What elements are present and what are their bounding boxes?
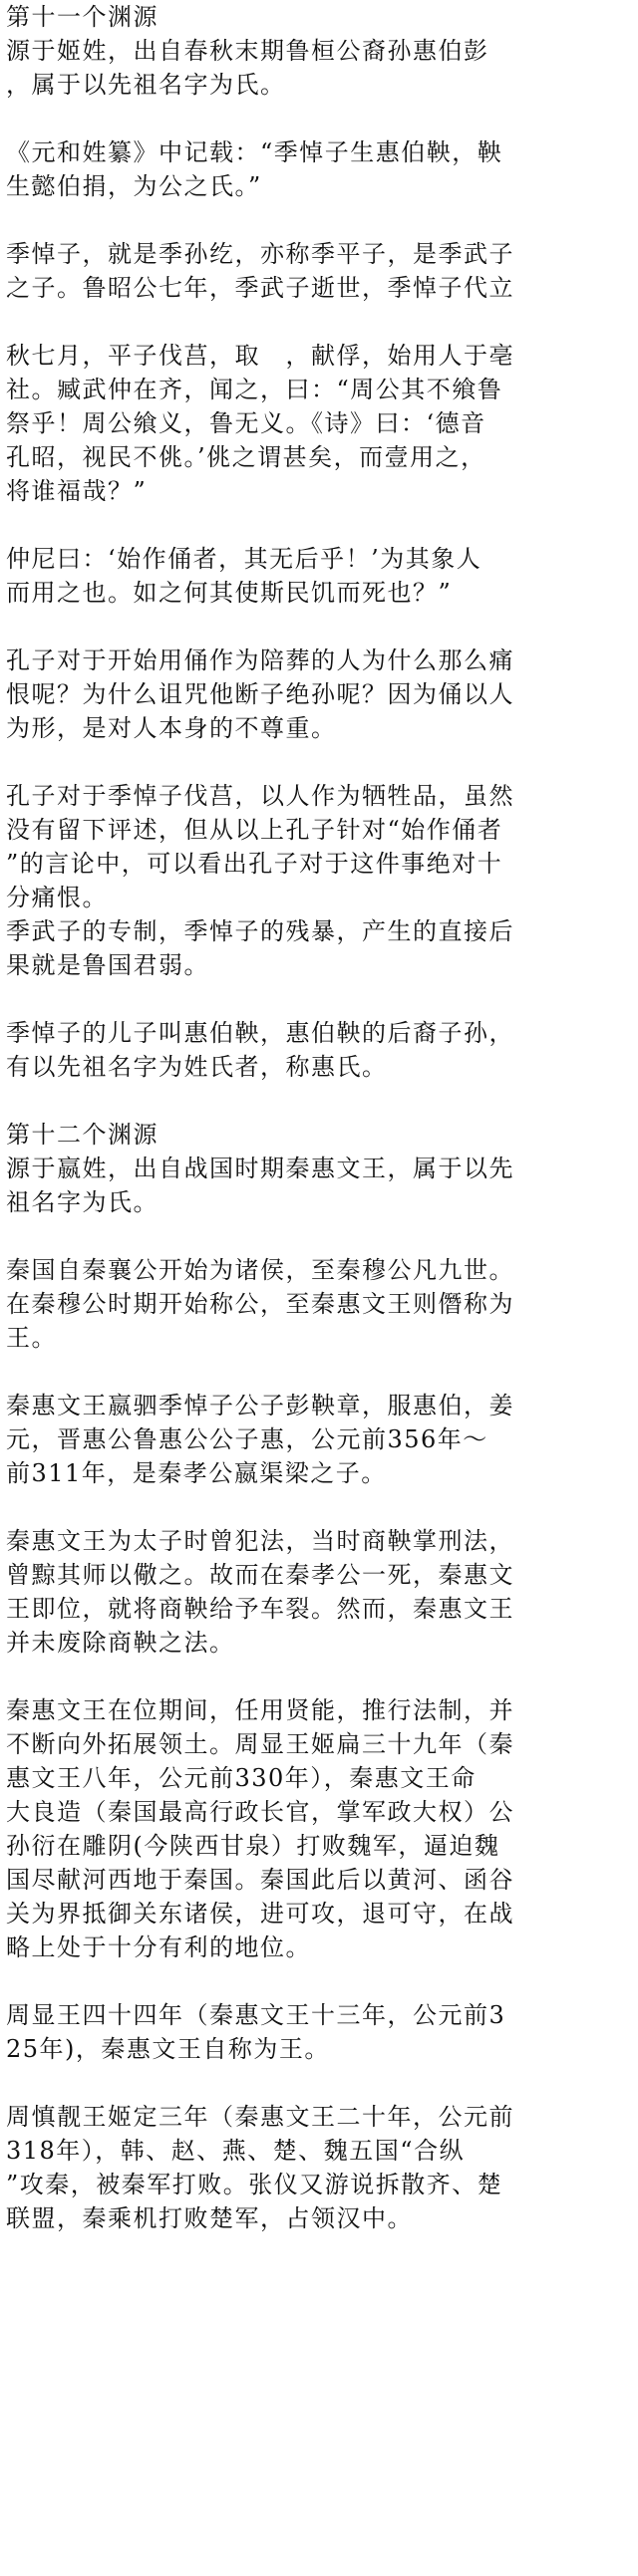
text-line: 源于姬姓，出自春秋末期鲁桓公裔孙惠伯彭	[6, 37, 489, 65]
text-line: 仲尼曰：‘始作俑者，其无后乎！’为其象人	[6, 545, 482, 573]
paragraph	[6, 1693, 630, 1964]
paragraph	[6, 779, 630, 914]
text-line: 秋七月，平子伐莒，取 ，献俘，始用人于亳	[6, 342, 514, 370]
text-line: 25年)，秦惠文王自称为王。	[6, 2035, 330, 2063]
text-line: ”攻秦，被秦军打败。张仪又游说拆散齐、楚	[6, 2171, 503, 2198]
text-line: 不断向外拓展领土。周显王姬扁三十九年（秦	[6, 1730, 514, 1758]
text-line: 没有留下评述，但从以上孔子针对“始作俑者	[6, 816, 503, 844]
article-body	[6, 0, 630, 2235]
section-twelve	[6, 1118, 630, 2235]
text-line: 秦惠文王在位期间，任用贤能，推行法制，并	[6, 1696, 514, 1724]
text-line: 秦国自秦襄公开始为诸侯，至秦穆公凡九世。	[6, 1256, 514, 1284]
text-line: 联盟，秦乘机打败楚军，占领汉中。	[6, 2204, 413, 2232]
paragraph	[6, 34, 630, 102]
text-line: ”的言论中，可以看出孔子对于这件事绝对十	[6, 850, 503, 878]
text-line: 在秦穆公时期开始称公，至秦惠文王则僭称为	[6, 1290, 514, 1318]
section-heading: 第十二个渊源	[6, 1121, 159, 1149]
text-line: 社。臧武仲在齐，闻之，曰：“周公其不飨鲁	[6, 376, 503, 403]
text-line: 果就是鲁国君弱。	[6, 951, 209, 979]
text-line: 王。	[6, 1324, 57, 1352]
text-line: 孔昭，视民不佻。’佻之谓甚矣，而壹用之，	[6, 443, 486, 471]
section-heading: 第十一个渊源	[6, 3, 159, 31]
paragraph	[6, 542, 630, 610]
text-line: 关为界抵御关东诸侯，进可攻，退可守，在战	[6, 1900, 514, 1928]
text-line: 秦惠文王嬴驷季悼子公子彭鞅章，服惠伯，姜	[6, 1392, 514, 1419]
paragraph	[6, 1389, 630, 1490]
text-line: 孙衍在雕阴(今陕西甘泉）打败魏军，逼迫魏	[6, 1832, 500, 1860]
paragraph	[6, 914, 630, 982]
text-line: ，属于以先祖名字为氏。	[6, 71, 286, 99]
paragraph	[6, 237, 630, 305]
text-line: 季悼子的儿子叫惠伯鞅，惠伯鞅的后裔子孙，	[6, 1019, 514, 1047]
paragraph	[6, 1998, 630, 2066]
text-line: 孔子对于季悼子伐莒，以人作为牺牲品，虽然	[6, 782, 514, 810]
paragraph	[6, 1524, 630, 1660]
text-line: 318年），韩、赵、燕、楚、魏五国“合纵	[6, 2137, 466, 2165]
text-line: 周显王四十四年（秦惠文王十三年，公元前3	[6, 2001, 506, 2029]
text-line: 惠文王八年，公元前330年），秦惠文王命	[6, 1764, 477, 1792]
text-line: 前311年，是秦孝公嬴渠梁之子。	[6, 1459, 387, 1487]
text-line: 孔子对于开始用俑作为陪葬的人为什么那么痛	[6, 646, 514, 674]
text-line: 季武子的专制，季悼子的残暴，产生的直接后	[6, 917, 514, 945]
paragraph	[6, 1016, 630, 1084]
text-line: 而用之也。如之何其使斯民饥而死也？”	[6, 579, 453, 607]
text-line: 源于嬴姓，出自战国时期秦惠文王，属于以先	[6, 1155, 514, 1182]
text-line: 秦惠文王为太子时曾犯法，当时商鞅掌刑法，	[6, 1527, 514, 1555]
text-line: 并未废除商鞅之法。	[6, 1629, 235, 1657]
text-line: 曾黥其师以儆之。故而在秦孝公一死，秦惠文	[6, 1561, 514, 1589]
text-line: 有以先祖名字为姓氏者，称惠氏。	[6, 1053, 388, 1081]
paragraph	[6, 1152, 630, 1219]
text-line: 祭乎！周公飨义，鲁无义。《诗》曰：‘德音	[6, 409, 486, 437]
text-line: 将谁福哉？”	[6, 477, 148, 505]
text-line: 分痛恨。	[6, 884, 108, 911]
text-line: 王即位，就将商鞅给予车裂。然而，秦惠文王	[6, 1595, 514, 1623]
text-line: 恨呢？为什么诅咒他断子绝孙呢？因为俑以人	[6, 680, 514, 708]
paragraph	[6, 2100, 630, 2235]
paragraph	[6, 644, 630, 745]
text-line: 元，晋惠公鲁惠公公子惠，公元前356年～	[6, 1425, 488, 1453]
text-line: 季悼子，就是季孙纥，亦称季平子，是季武子	[6, 240, 514, 268]
text-line: 为形，是对人本身的不尊重。	[6, 714, 337, 742]
text-line: 周慎靓王姬定三年（秦惠文王二十年，公元前	[6, 2103, 514, 2131]
text-line: 之子。鲁昭公七年，季武子逝世，季悼子代立	[6, 274, 514, 302]
text-line: 略上处于十分有利的地位。	[6, 1933, 311, 1961]
text-line: 国尽献河西地于秦国。秦国此后以黄河、函谷	[6, 1866, 514, 1894]
paragraph	[6, 135, 630, 203]
section-eleven	[6, 0, 630, 1084]
text-line: 生懿伯捐，为公之氏。”	[6, 172, 262, 200]
text-line: 大良造（秦国最高行政长官，掌军政大权）公	[6, 1798, 514, 1826]
paragraph	[6, 1253, 630, 1355]
paragraph	[6, 339, 630, 508]
text-line: 祖名字为氏。	[6, 1188, 159, 1216]
text-line: 《元和姓纂》中记载：“季悼子生惠伯鞅，鞅	[6, 138, 503, 166]
